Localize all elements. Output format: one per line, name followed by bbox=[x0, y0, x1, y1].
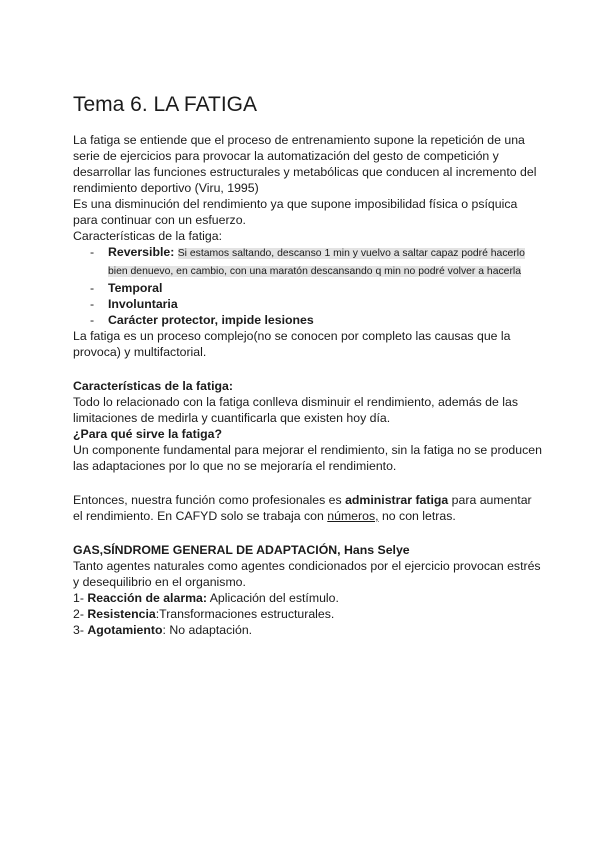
section-text: Todo lo relacionado con la fatiga conlleva disminuir el rendimiento, además de las limitaciones de medirla y cuantificarla que existen hoy día. bbox=[73, 395, 518, 425]
list-item bbox=[73, 244, 543, 280]
document-page bbox=[73, 92, 543, 638]
phase-name: Agotamiento bbox=[87, 623, 163, 637]
list-item bbox=[73, 280, 543, 296]
role-underline: números, bbox=[327, 509, 379, 523]
characteristics-list bbox=[73, 244, 543, 328]
phase-number: 3- bbox=[73, 623, 88, 637]
phase-desc: : No adaptación. bbox=[162, 623, 253, 637]
phase-desc: :Transformaciones estructurales. bbox=[155, 607, 335, 621]
role-paragraph bbox=[73, 492, 543, 524]
gas-phase-3 bbox=[73, 622, 543, 638]
question-answer: Un componente fundamental para mejorar el rendimiento, sin la fatiga no se producen las adaptaciones por lo que no se mejoraría el rendimiento. bbox=[73, 443, 542, 473]
list-item bbox=[73, 312, 543, 328]
phase-number: 1- bbox=[73, 591, 88, 605]
list-item bbox=[73, 296, 543, 312]
role-bold: administrar fatiga bbox=[345, 493, 449, 507]
temporal-item: Temporal bbox=[108, 281, 163, 295]
role-text-mid: para aumentar el rendimiento. En CAFYD solo se trabaja con bbox=[73, 493, 532, 523]
role-text-pre: Entonces, nuestra función como profesionales es bbox=[73, 493, 346, 507]
definition-paragraph: Es una disminución del rendimiento ya que supone imposibilidad física o psíquica para continuar con un esfuerzo. bbox=[73, 197, 518, 227]
gas-heading: GAS,SÍNDROME GENERAL DE ADAPTACIÓN, Hans Selye bbox=[73, 543, 410, 557]
role-text-post: no con letras. bbox=[378, 509, 456, 523]
phase-number: 2- bbox=[73, 607, 88, 621]
involuntaria-item: Involuntaria bbox=[108, 297, 178, 311]
question-heading: ¿Para qué sirve la fatiga? bbox=[73, 427, 222, 441]
intro-paragraph: La fatiga se entiende que el proceso de entrenamiento supone la repetición de una serie de ejercicios para provocar la automatización del gesto de competición y desarrollar las funciones estructurales y metabólicas que conducen al incremento del rendimiento deportivo (Viru, 1995) bbox=[73, 133, 537, 195]
page-title: Tema 6. LA FATIGA bbox=[73, 93, 258, 116]
phase-name: Resistencia bbox=[87, 607, 156, 621]
complex-paragraph: La fatiga es un proceso complejo(no se conocen por completo las causas que la provoca) y multifactorial. bbox=[73, 329, 511, 359]
protector-item: Carácter protector, impide lesiones bbox=[108, 313, 314, 327]
reversible-label: Reversible: bbox=[108, 245, 175, 259]
characteristics-label: Características de la fatiga: bbox=[73, 229, 222, 243]
section-heading: Características de la fatiga: bbox=[73, 379, 233, 393]
gas-phase-2 bbox=[73, 606, 543, 622]
gas-text: Tanto agentes naturales como agentes condicionados por el ejercicio provocan estrés y desequilibrio en el organismo. bbox=[73, 559, 541, 589]
phase-desc: Aplicación del estímulo. bbox=[206, 591, 339, 605]
phase-name: Reacción de alarma: bbox=[87, 591, 207, 605]
reversible-note: Si estamos saltando, descanso 1 min y vuelvo a saltar capaz podré hacerlo bien denuevo, en cambio, con una maratón descansando q min no podré volver a hacerla bbox=[108, 248, 525, 277]
gas-phase-1 bbox=[73, 590, 543, 606]
